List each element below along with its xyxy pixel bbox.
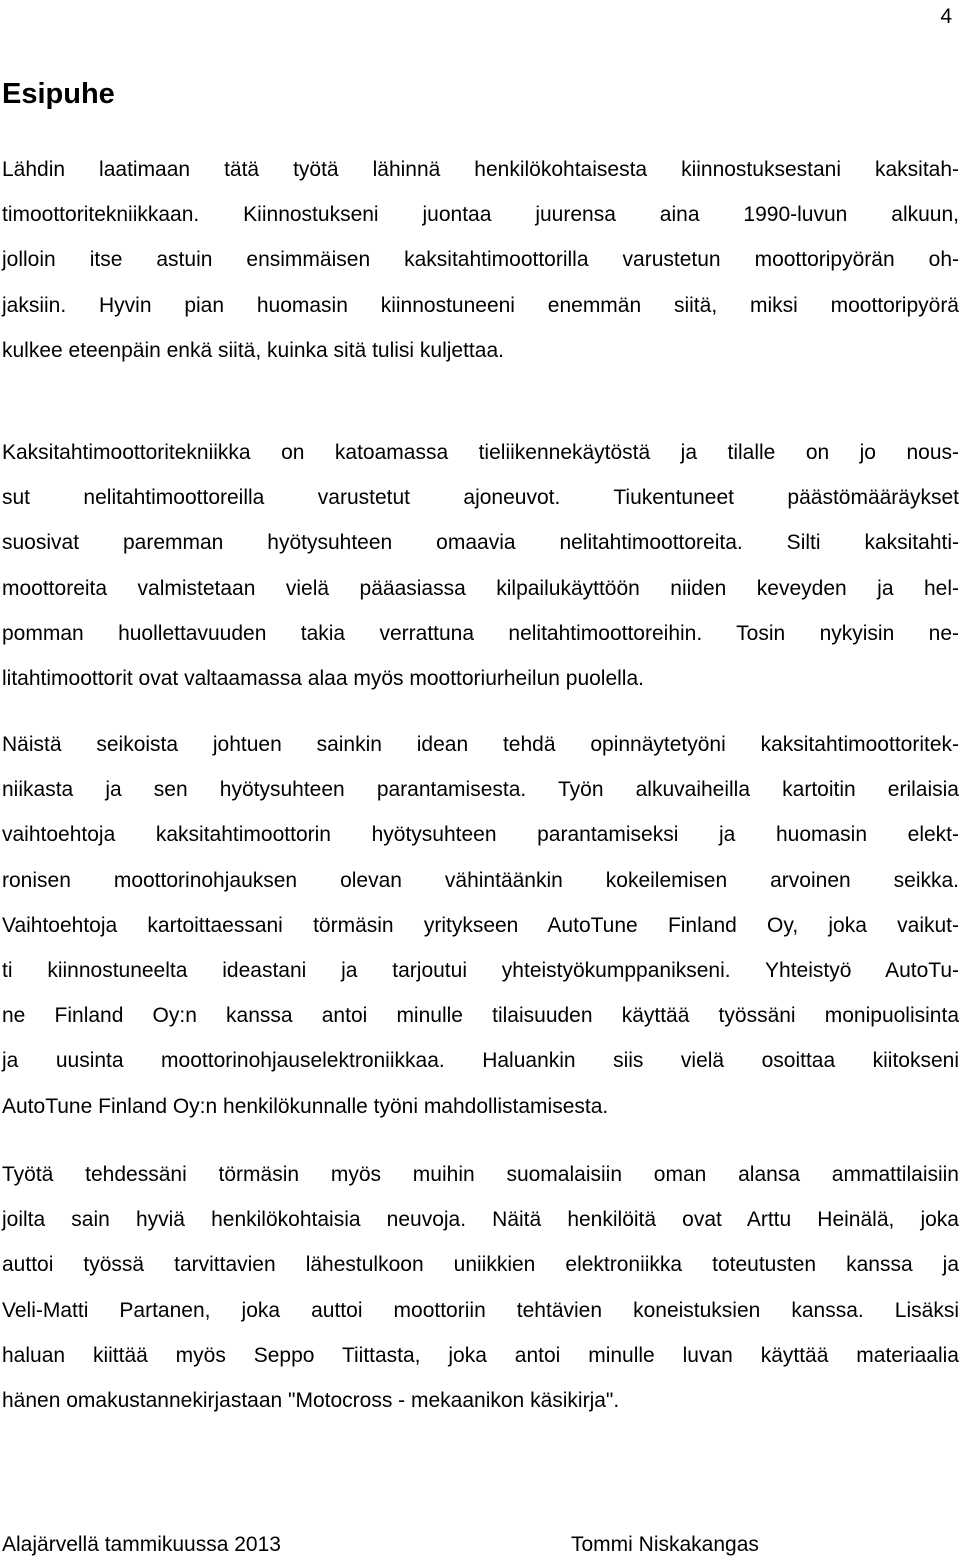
place-and-date: Alajärvellä tammikuussa 2013 xyxy=(2,1533,281,1556)
text-line: Työtä tehdessäni törmäsin myös muihin suomalaisiin oman alansa ammattilaisiin xyxy=(2,1163,959,1186)
text-line: niikasta ja sen hyötysuhteen parantamisesta. Työn alkuvaiheilla kartoitin erilaisia xyxy=(2,778,959,802)
text-line: hänen omakustannekirjastaan "Motocross - mekaanikon käsikirja". xyxy=(2,1389,620,1413)
preface-paragraph-4 xyxy=(2,1152,959,1423)
preface-paragraph-2 xyxy=(2,430,959,701)
text-line: ti kiinnostuneelta ideastani ja tarjoutui yhteistyökumppanikseni. Yhteistyö AutoTu- xyxy=(2,959,959,983)
text-line: Veli-Matti Partanen, joka auttoi moottoriin tehtävien koneistuksien kanssa. Lisäksi xyxy=(2,1298,959,1322)
text-line: litahtimoottorit ovat valtaamassa alaa myös moottoriurheilun puolella. xyxy=(2,667,644,691)
text-line: ja uusinta moottorinohjauselektroniikkaa. Haluankin siis vielä osoittaa kiitokseni xyxy=(2,1049,959,1073)
signature-line xyxy=(2,1528,960,1564)
text-line: Kaksitahtimoottoritekniikka on katoamassa tieliikennekäytöstä ja tilalle on jo nous- xyxy=(2,441,959,464)
text-line: haluan kiittää myös Seppo Tiittasta, joka antoi minulle luvan käyttää materiaalia xyxy=(2,1343,959,1367)
text-line: timoottoritekniikkaan. Kiinnostukseni juontaa juurensa aina 1990-luvun alkuun, xyxy=(2,203,959,227)
page-number: 4 xyxy=(940,5,952,28)
text-line: kulkee eteenpäin enkä siitä, kuinka sitä tulisi kuljettaa. xyxy=(2,338,504,362)
text-line: vaihtoehtoja kaksitahtimoottorin hyötysuhteen parantamiseksi ja huomasin elekt- xyxy=(2,823,959,847)
preface-paragraph-1 xyxy=(2,147,959,373)
text-line: pomman huollettavuuden takia verrattuna nelitahtimoottoreihin. Tosin nykyisin ne- xyxy=(2,621,959,645)
text-line: jaksiin. Hyvin pian huomasin kiinnostuneeni enemmän siitä, miksi moottoripyörä xyxy=(2,293,959,317)
text-line: Vaihtoehtoja kartoittaessani törmäsin yritykseen AutoTune Finland Oy, joka vaikut- xyxy=(2,913,959,937)
page-title: Esipuhe xyxy=(2,78,115,110)
author-name: Tommi Niskakangas xyxy=(571,1533,759,1556)
text-line: joilta sain hyviä henkilökohtaisia neuvoja. Näitä henkilöitä ovat Arttu Heinälä, joka xyxy=(2,1208,959,1232)
text-line: sut nelitahtimoottoreilla varustetut ajoneuvot. Tiukentuneet päästömääräykset xyxy=(2,486,959,510)
text-line: auttoi työssä tarvittavien lähestulkoon uniikkien elektroniikka toteutusten kanssa ja xyxy=(2,1253,959,1277)
text-line: ne Finland Oy:n kanssa antoi minulle tilaisuuden käyttää työssäni monipuolisinta xyxy=(2,1004,959,1028)
preface-paragraph-3 xyxy=(2,722,959,1129)
text-line: Näistä seikoista johtuen sainkin idean tehdä opinnäytetyöni kaksitahtimoottoritek- xyxy=(2,733,959,756)
text-line: jolloin itse astuin ensimmäisen kaksitahtimoottorilla varustetun moottoripyörän oh- xyxy=(2,248,959,272)
text-line: ronisen moottorinohjauksen olevan vähintäänkin kokeilemisen arvoinen seikka. xyxy=(2,868,959,892)
text-line: AutoTune Finland Oy:n henkilökunnalle työni mahdollistamisesta. xyxy=(2,1094,609,1118)
text-line: Lähdin laatimaan tätä työtä lähinnä henkilökohtaisesta kiinnostuksestani kaksitah- xyxy=(2,158,959,181)
text-line: suosivat paremman hyötysuhteen omaavia nelitahtimoottoreita. Silti kaksitahti- xyxy=(2,531,959,555)
text-line: moottoreita valmistetaan vielä pääasiassa kilpailukäyttöön niiden keveyden ja hel- xyxy=(2,576,959,600)
